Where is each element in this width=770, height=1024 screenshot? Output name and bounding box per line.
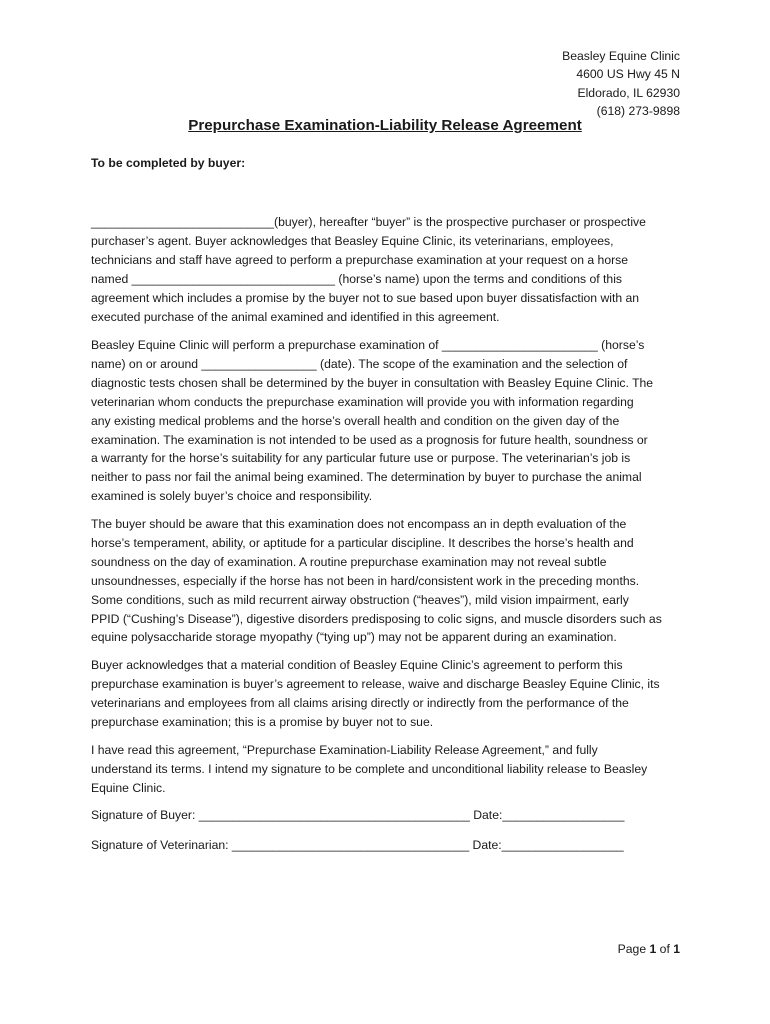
paragraph-line: prepurchase examination is buyer’s agreement to release, waive and discharge Beasley Equine Clinic, its (91, 676, 660, 691)
paragraph-line: agreement which includes a promise by the buyer not to sue based upon buyer dissatisfaction with an (91, 290, 640, 305)
paragraph-line: Beasley Equine Clinic will perform a prepurchase examination of _______________________ (horse’s (91, 338, 645, 352)
paragraph-line: soundness on the day of examination. A routine prepurchase examination may not reveal subtle (91, 554, 607, 569)
paragraph-line: technicians and staff have agreed to perform a prepurchase examination at your request on a horse (91, 252, 629, 267)
paragraph-line: PPID (“Cushing’s Disease”), digestive disorders predisposing to colic signs, and muscle disorders such as (91, 611, 662, 626)
paragraph-line: name) on or around _________________ (date). The scope of the examination and the selection of (91, 356, 628, 371)
paragraph-line: any existing medical problems and the horse’s overall health and condition on the given day of the (91, 413, 620, 428)
paragraph-exam-scope (91, 336, 681, 506)
paragraph-line: ___________________________(buyer), hereafter “buyer” is the prospective purchaser or prospective (91, 215, 646, 229)
paragraph-line: veterinarian whom conducts the prepurchase examination will provide you with information regarding (91, 394, 634, 409)
paragraph-line: veterinarians and employees from all claims arising directly or indirectly from the performance of the (91, 695, 629, 710)
paragraph-line: examined is solely buyer’s choice and responsibility. (91, 489, 373, 504)
clinic-phone: (618) 273-9898 (596, 104, 680, 119)
clinic-street: 4600 US Hwy 45 N (576, 67, 680, 82)
page-separator: of (656, 942, 674, 956)
paragraph-line: equine polysaccharide storage myopathy (“tying up”) may not be apparent during an examination. (91, 630, 617, 645)
paragraph-line: The buyer should be aware that this examination does not encompass an in depth evaluation of the (91, 517, 627, 531)
clinic-name: Beasley Equine Clinic (562, 49, 680, 63)
paragraph-line: neither to pass nor fail the animal being examined. The determination by buyer to purchase the animal (91, 470, 642, 485)
paragraph-exam-limitations (91, 515, 681, 647)
paragraph-line: I have read this agreement, “Prepurchase Examination-Liability Release Agreement,” and fully (91, 743, 598, 757)
paragraph-line: diagnostic tests chosen shall be determined by the buyer in consultation with Beasley Equine Clinic. The (91, 375, 654, 390)
paragraph-line: a warranty for the horse’s suitability for any particular future use or purpose. The veterinarian’s job is (91, 451, 631, 466)
buyer-signature-line[interactable]: Signature of Buyer: ________________________________________ Date:__________________ (91, 808, 625, 822)
veterinarian-signature-line[interactable]: Signature of Veterinarian: ___________________________________ Date:__________________ (91, 838, 624, 852)
clinic-address-block (562, 47, 680, 121)
clinic-city: Eldorado, IL 62930 (577, 85, 680, 100)
page-label: Page (617, 942, 650, 956)
paragraph-consent (91, 741, 681, 798)
paragraph-line: purchaser’s agent. Buyer acknowledges that Beasley Equine Clinic, its veterinarians, employees, (91, 233, 614, 248)
current-page: 1 (649, 942, 657, 956)
paragraph-line: Some conditions, such as mild recurrent airway obstruction (“heaves”), mild vision impairment, early (91, 592, 629, 607)
total-pages: 1 (673, 942, 680, 956)
paragraph-line: named ______________________________ (horse’s name) upon the terms and conditions of this (91, 271, 623, 286)
paragraph-line: prepurchase examination; this is a promise by buyer not to sue. (91, 714, 434, 729)
paragraph-line: unsoundnesses, especially if the horse has not been in hard/consistent work in the preceding months. (91, 573, 640, 588)
paragraph-buyer-acknowledgement (91, 213, 681, 326)
paragraph-line: executed purchase of the animal examined and identified in this agreement. (91, 309, 500, 324)
paragraph-line: Equine Clinic. (91, 780, 166, 795)
instruction-heading: To be completed by buyer: (91, 156, 246, 170)
document-title: Prepurchase Examination-Liability Release Agreement (188, 117, 582, 134)
paragraph-line: understand its terms. I intend my signature to be complete and unconditional liability release to Beasley (91, 761, 648, 776)
paragraph-line: horse’s temperament, ability, or aptitude for a particular discipline. It describes the horse’s health and (91, 535, 634, 550)
page-number (618, 942, 680, 956)
paragraph-line: examination. The examination is not intended to be used as a prognosis for future health, soundness or (91, 432, 648, 447)
paragraph-line: Buyer acknowledges that a material condition of Beasley Equine Clinic’s agreement to perform this (91, 658, 623, 672)
paragraph-release-waiver (91, 656, 681, 732)
